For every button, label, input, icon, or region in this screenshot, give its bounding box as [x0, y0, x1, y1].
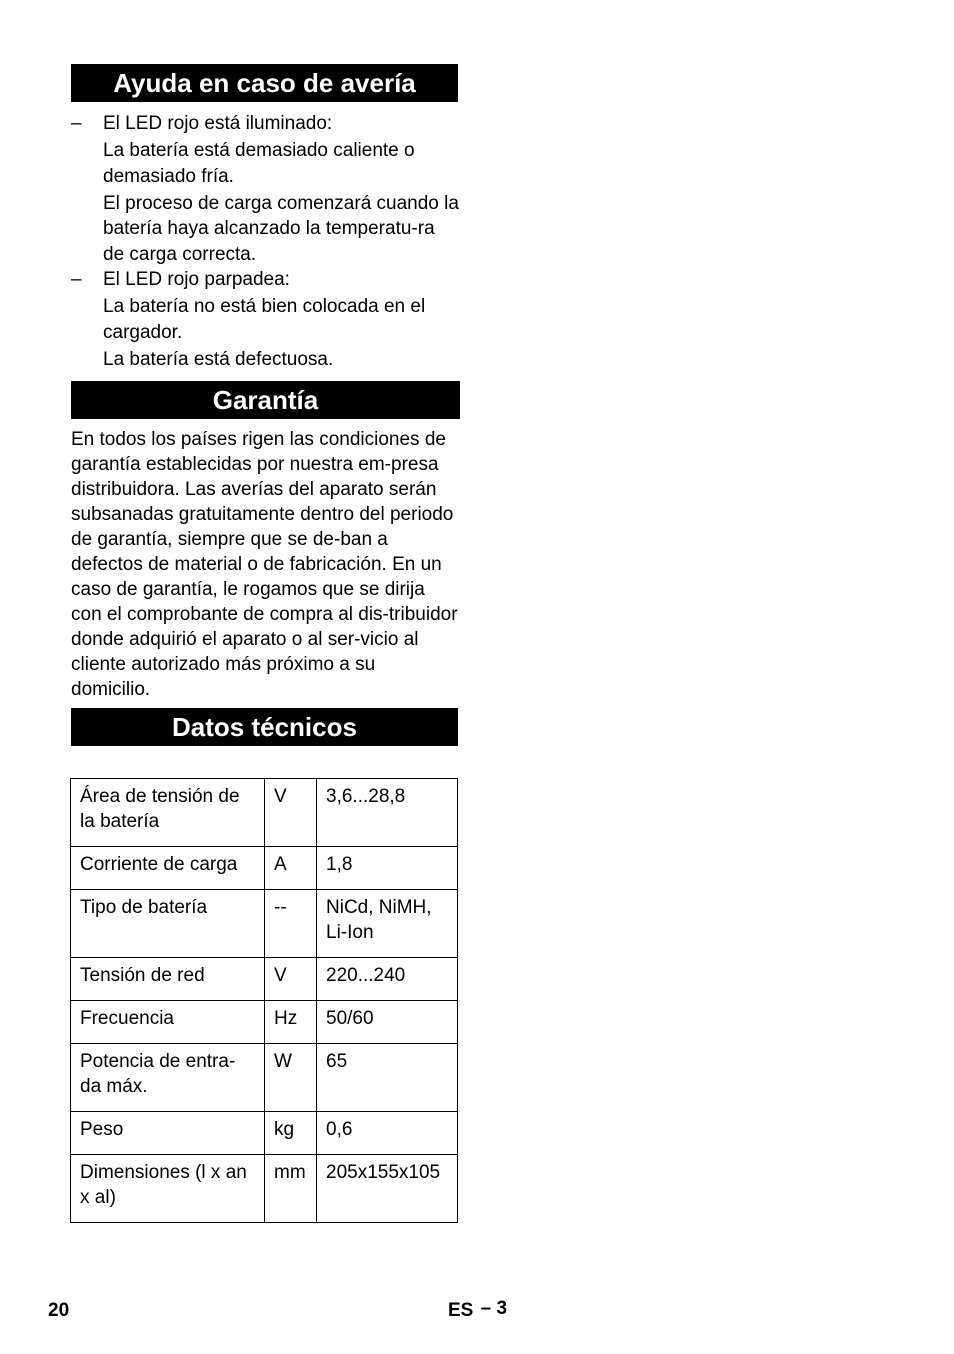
- spec-unit: Hz: [265, 1001, 317, 1044]
- spec-name: Tensión de red: [71, 958, 265, 1001]
- list-item-line: La batería está demasiado caliente o demasiado fría.: [103, 140, 415, 187]
- heading-warranty: [71, 381, 460, 419]
- heading-troubleshooting: [71, 64, 458, 102]
- list-dash: –: [71, 113, 82, 134]
- list-item: [71, 111, 459, 269]
- spec-name: Área de tensión de la batería: [71, 779, 265, 847]
- spec-unit: A: [265, 847, 317, 890]
- spec-unit: mm: [265, 1155, 317, 1223]
- spec-unit: kg: [265, 1112, 317, 1155]
- table-row: [71, 1155, 458, 1223]
- spec-value: 205x155x105: [317, 1155, 458, 1223]
- list-item: [71, 267, 459, 374]
- footer-section-page: – 3: [480, 1298, 508, 1319]
- list-item-line: La batería está defectuosa.: [103, 348, 334, 370]
- spec-value: 65: [317, 1044, 458, 1112]
- spec-name: Tipo de batería: [71, 890, 265, 958]
- spec-name: Frecuencia: [71, 1001, 265, 1044]
- table-row: [71, 1001, 458, 1044]
- footer-language: ES: [448, 1300, 474, 1321]
- page-number: 20: [48, 1300, 70, 1321]
- table-row: [71, 1044, 458, 1112]
- list-item-line: El proceso de carga comenzará cuando la batería haya alcanzado la temperatu-ra de carga correcta.: [103, 192, 459, 265]
- table-row: [71, 1112, 458, 1155]
- table-row: [71, 890, 458, 958]
- spec-name: Potencia de entra-da máx.: [71, 1044, 265, 1112]
- spec-value: 3,6...28,8: [317, 779, 458, 847]
- spec-unit: --: [265, 890, 317, 958]
- list-item-line: El LED rojo parpadea:: [103, 269, 290, 290]
- spec-unit: V: [265, 958, 317, 1001]
- list-dash: –: [71, 269, 82, 290]
- spec-value: NiCd, NiMH, Li-Ion: [317, 890, 458, 958]
- spec-value: 0,6: [317, 1112, 458, 1155]
- table-row: [71, 779, 458, 847]
- heading-warranty-text: Garantía: [212, 384, 319, 415]
- spec-name: Corriente de carga: [71, 847, 265, 890]
- heading-specs-text: Datos técnicos: [172, 711, 357, 742]
- heading-specs: [71, 708, 458, 746]
- warranty-paragraph: [71, 427, 459, 702]
- spec-value: 1,8: [317, 847, 458, 890]
- spec-name: Peso: [71, 1112, 265, 1155]
- spec-unit: W: [265, 1044, 317, 1112]
- spec-name: Dimensiones (l x an x al): [71, 1155, 265, 1223]
- table-row: [71, 847, 458, 890]
- heading-troubleshooting-text: Ayuda en caso de avería: [113, 67, 416, 98]
- table-row: [71, 958, 458, 1001]
- footer-section-ref: [448, 1300, 507, 1322]
- list-item-line: La batería no está bien colocada en el cargador.: [103, 296, 426, 343]
- specs-table: [70, 778, 458, 1223]
- list-item-line: El LED rojo está iluminado:: [103, 113, 333, 134]
- spec-value: 50/60: [317, 1001, 458, 1044]
- warranty-text: En todos los países rigen las condiciones de garantía establecidas por nuestra em-presa distribuidora. Las averías del aparato serán subsanadas gratuitamente dentro del periodo de garantía, siempre que se de-ban a defectos de material o de fabricación. En un caso de garantía, le rogamos que se dirija con el comprobante de compra al dis-tribuidor donde adquirió el aparato o al ser-vicio al cliente autorizado más próximo a su domicilio.: [71, 429, 458, 700]
- spec-value: 220...240: [317, 958, 458, 1001]
- spec-unit: V: [265, 779, 317, 847]
